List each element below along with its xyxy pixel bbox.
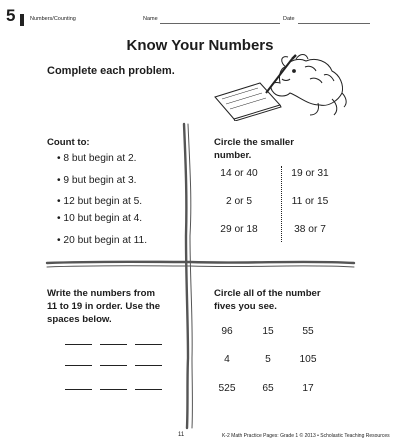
fives-number[interactable]: 96 [221,326,233,337]
pair-row[interactable]: 29 or 18 [220,224,258,235]
answer-blank[interactable] [100,365,127,366]
fives-number[interactable]: 65 [262,383,274,394]
pairs-divider [281,166,282,242]
fives-number[interactable]: 5 [265,354,271,365]
count-item: • 10 but begin at 4. [57,213,143,224]
name-label: Name [143,16,158,22]
fives-number[interactable]: 525 [218,383,236,394]
pair-row[interactable]: 14 or 40 [220,168,258,179]
answer-blank[interactable] [65,344,92,345]
answer-blank[interactable] [65,389,92,390]
answer-blank[interactable] [65,365,92,366]
page-section-number: 5 [6,6,16,25]
date-label: Date [283,16,295,22]
footer-page-number: 11 [178,432,185,438]
pair-row[interactable]: 11 or 15 [291,196,329,207]
fives-number[interactable]: 55 [302,326,314,337]
pair-row[interactable]: 19 or 31 [291,168,329,179]
count-item: • 20 but begin at 11. [57,235,148,246]
answer-blank[interactable] [135,344,162,345]
smaller-heading: Circle the smaller number. [214,137,294,161]
fives-heading: Circle all of the number fives you see. [214,288,321,312]
fives-number[interactable]: 17 [302,383,314,394]
pair-row[interactable]: 2 or 5 [225,196,253,207]
count-item: • 9 but begin at 3. [57,175,137,186]
order-heading: Write the numbers from 11 to 19 in order. Use the spaces below. [47,288,161,325]
answer-blank[interactable] [100,344,127,345]
count-heading: Count to: [47,137,90,148]
topic-label: Numbers/Counting [30,16,76,22]
answer-blank[interactable] [135,365,162,366]
fives-number[interactable]: 105 [299,354,317,365]
answer-blank[interactable] [135,389,162,390]
count-item: • 8 but begin at 2. [57,153,137,164]
count-item: • 12 but begin at 5. [57,196,143,207]
fives-number[interactable]: 15 [262,326,274,337]
answer-blank[interactable] [100,389,127,390]
pair-row[interactable]: 38 or 7 [294,224,326,235]
page-title: Know Your Numbers [126,37,274,54]
instructions: Complete each problem. [47,65,175,77]
fives-number[interactable]: 4 [224,354,230,365]
footer-credit: K-2 Math Practice Pages: Grade 1 © 2013 • Scholastic Teaching Resources [222,433,390,439]
